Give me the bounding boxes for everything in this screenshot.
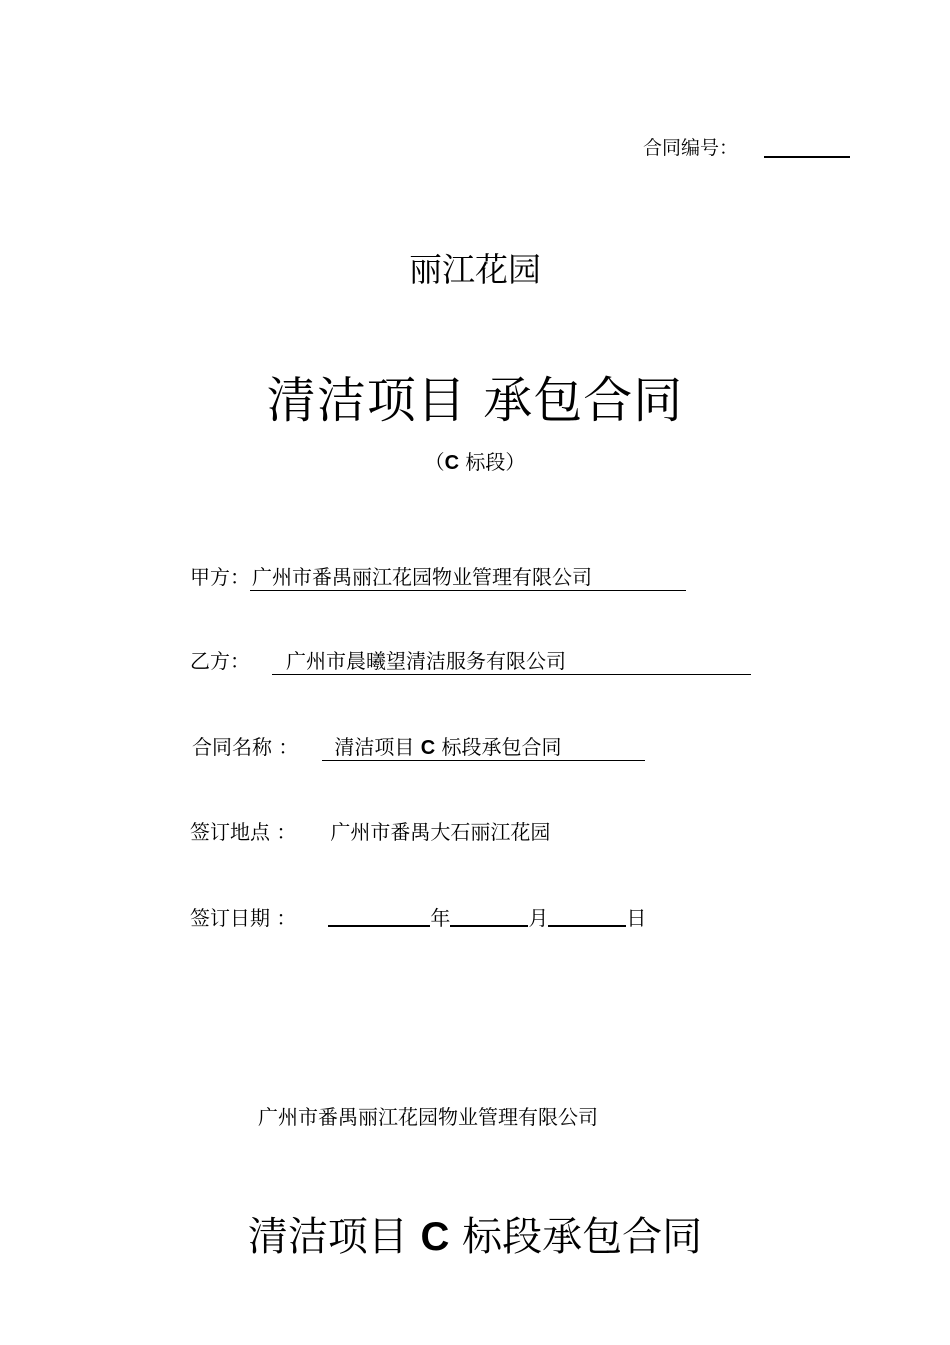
footer-title-post: 标段承包合同 — [449, 1214, 703, 1260]
section-rest: 标段） — [459, 450, 526, 474]
signing-place-value: 广州市番禺大石丽江花园 — [330, 820, 551, 844]
main-title: 清洁项目 承包合同 — [266, 372, 684, 429]
footer-company: 广州市番禺丽江花园物业管理有限公司 — [258, 1105, 598, 1129]
party-a-row — [190, 561, 686, 591]
date-year-blank — [328, 909, 430, 927]
section-letter: C — [444, 452, 460, 474]
signing-place-label: 签订地点 ： — [190, 820, 297, 844]
footer-title — [0, 1205, 950, 1262]
date-day-char: 日 — [626, 906, 647, 930]
signing-date-row — [190, 902, 646, 931]
section-label — [0, 446, 950, 475]
party-b-row — [190, 645, 751, 675]
footer-title-pre: 清洁项目 — [247, 1214, 421, 1260]
date-year-char: 年 — [430, 906, 451, 930]
contract-number-blank — [764, 156, 850, 158]
contract-name-pre: 清洁项目 — [334, 735, 421, 759]
signing-place-row — [190, 816, 550, 845]
date-day-blank — [548, 909, 626, 927]
footer-title-letter: C — [420, 1215, 450, 1259]
party-a-label: 甲方： — [190, 565, 250, 589]
signing-date-label: 签订日期 ： — [190, 906, 297, 930]
contract-name-letter: C — [420, 737, 436, 759]
contract-name-value — [322, 731, 645, 761]
project-name: 丽江花园 — [409, 250, 541, 289]
date-month-char: 月 — [528, 906, 549, 930]
section-open: （ — [424, 450, 445, 474]
contract-number-label: 合同编号： — [643, 137, 739, 159]
party-a-value: 广州市番禺丽江花园物业管理有限公司 — [250, 561, 686, 591]
party-b-value: 广州市晨曦望清洁服务有限公司 — [272, 645, 751, 675]
date-month-blank — [450, 909, 528, 927]
contract-name-row — [192, 731, 645, 761]
contract-name-label: 合同名称 ： — [192, 735, 299, 759]
contract-name-post: 标段承包合同 — [435, 735, 562, 759]
party-b-label: 乙方： — [190, 649, 250, 673]
